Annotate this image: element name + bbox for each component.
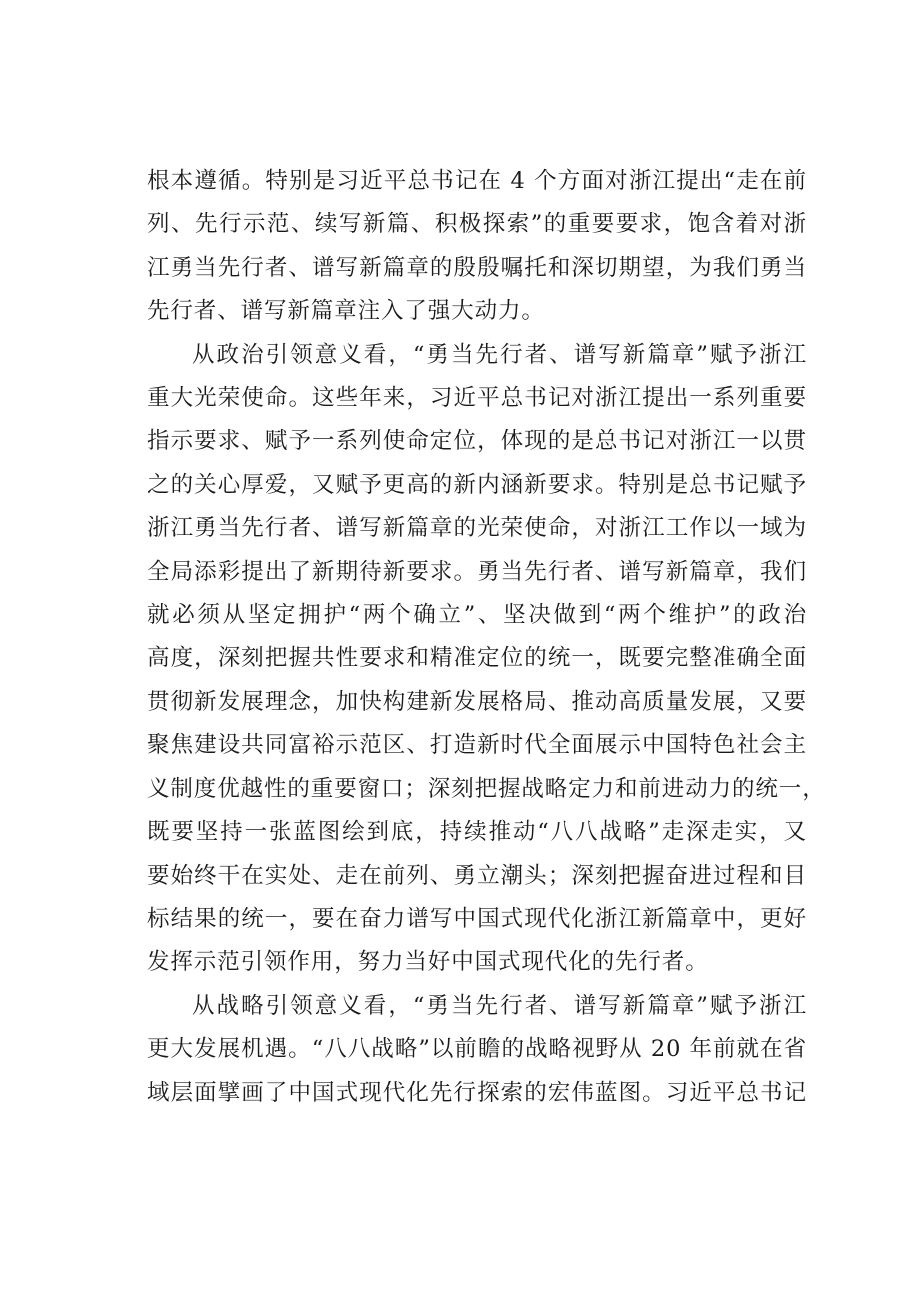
paragraph-line: 先行者、谱写新篇章注入了强大动力。 bbox=[147, 298, 545, 325]
paragraph-line: 义制度优越性的重要窗口；深刻把握战略定力和前进动力的统一， bbox=[147, 775, 826, 802]
paragraph-line: 就必须从坚定拥护“两个确立”、坚决做到“两个维护”的政治 bbox=[147, 602, 807, 629]
paragraph-2 bbox=[147, 334, 826, 985]
paragraph-line: 高度，深刻把握共性要求和精准定位的统一，既要完整准确全面 bbox=[147, 645, 807, 672]
paragraph-line: 重大光荣使命。这些年来，习近平总书记对浙江提出一系列重要 bbox=[147, 385, 807, 412]
paragraph-line: 从战略引领意义看，“勇当先行者、谱写新篇章”赋予浙江 bbox=[192, 992, 807, 1019]
paragraph-line: 之的关心厚爱，又赋予更高的新内涵新要求。特别是总书记赋予 bbox=[147, 471, 807, 498]
paragraph-line: 聚焦建设共同富裕示范区、打造新时代全面展示中国特色社会主 bbox=[147, 732, 807, 759]
paragraph-line: 指示要求、赋予一系列使命定位，体现的是总书记对浙江一以贯 bbox=[147, 428, 807, 455]
paragraph-line: 贯彻新发展理念，加快构建新发展格局、推动高质量发展，又要 bbox=[147, 688, 807, 715]
paragraph-line: 域层面擘画了中国式现代化先行探索的宏伟蓝图。习近平总书记 bbox=[147, 1079, 807, 1106]
paragraph-1 bbox=[147, 160, 807, 334]
paragraph-line: 列、先行示范、续写新篇、积极探索”的重要要求，饱含着对浙 bbox=[147, 211, 807, 238]
paragraph-line: 标结果的统一，要在奋力谱写中国式现代化浙江新篇章中，更好 bbox=[147, 905, 807, 932]
paragraph-3 bbox=[147, 985, 807, 1115]
paragraph-line: 要始终干在实处、走在前列、勇立潮头；深刻把握奋进过程和目 bbox=[147, 862, 807, 889]
paragraph-line: 根本遵循。特别是习近平总书记在 4 个方面对浙江提出“走在前 bbox=[147, 168, 807, 194]
paragraph-line: 更大发展机遇。“八八战略”以前瞻的战略视野从 20 年前就在省 bbox=[147, 1036, 807, 1063]
paragraph-line: 从政治引领意义看，“勇当先行者、谱写新篇章”赋予浙江 bbox=[192, 341, 807, 368]
paragraph-line: 既要坚持一张蓝图绘到底，持续推动“八八战略”走深走实，又 bbox=[147, 819, 807, 846]
paragraph-line: 发挥示范引领作用，努力当好中国式现代化的先行者。 bbox=[147, 949, 709, 976]
paragraph-line: 江勇当先行者、谱写新篇章的殷殷嘱托和深切期望，为我们勇当 bbox=[147, 254, 807, 281]
document-body bbox=[147, 160, 826, 1115]
paragraph-line: 浙江勇当先行者、谱写新篇章的光荣使命，对浙江工作以一域为 bbox=[147, 515, 807, 542]
paragraph-line: 全局添彩提出了新期待新要求。勇当先行者、谱写新篇章，我们 bbox=[147, 558, 807, 585]
